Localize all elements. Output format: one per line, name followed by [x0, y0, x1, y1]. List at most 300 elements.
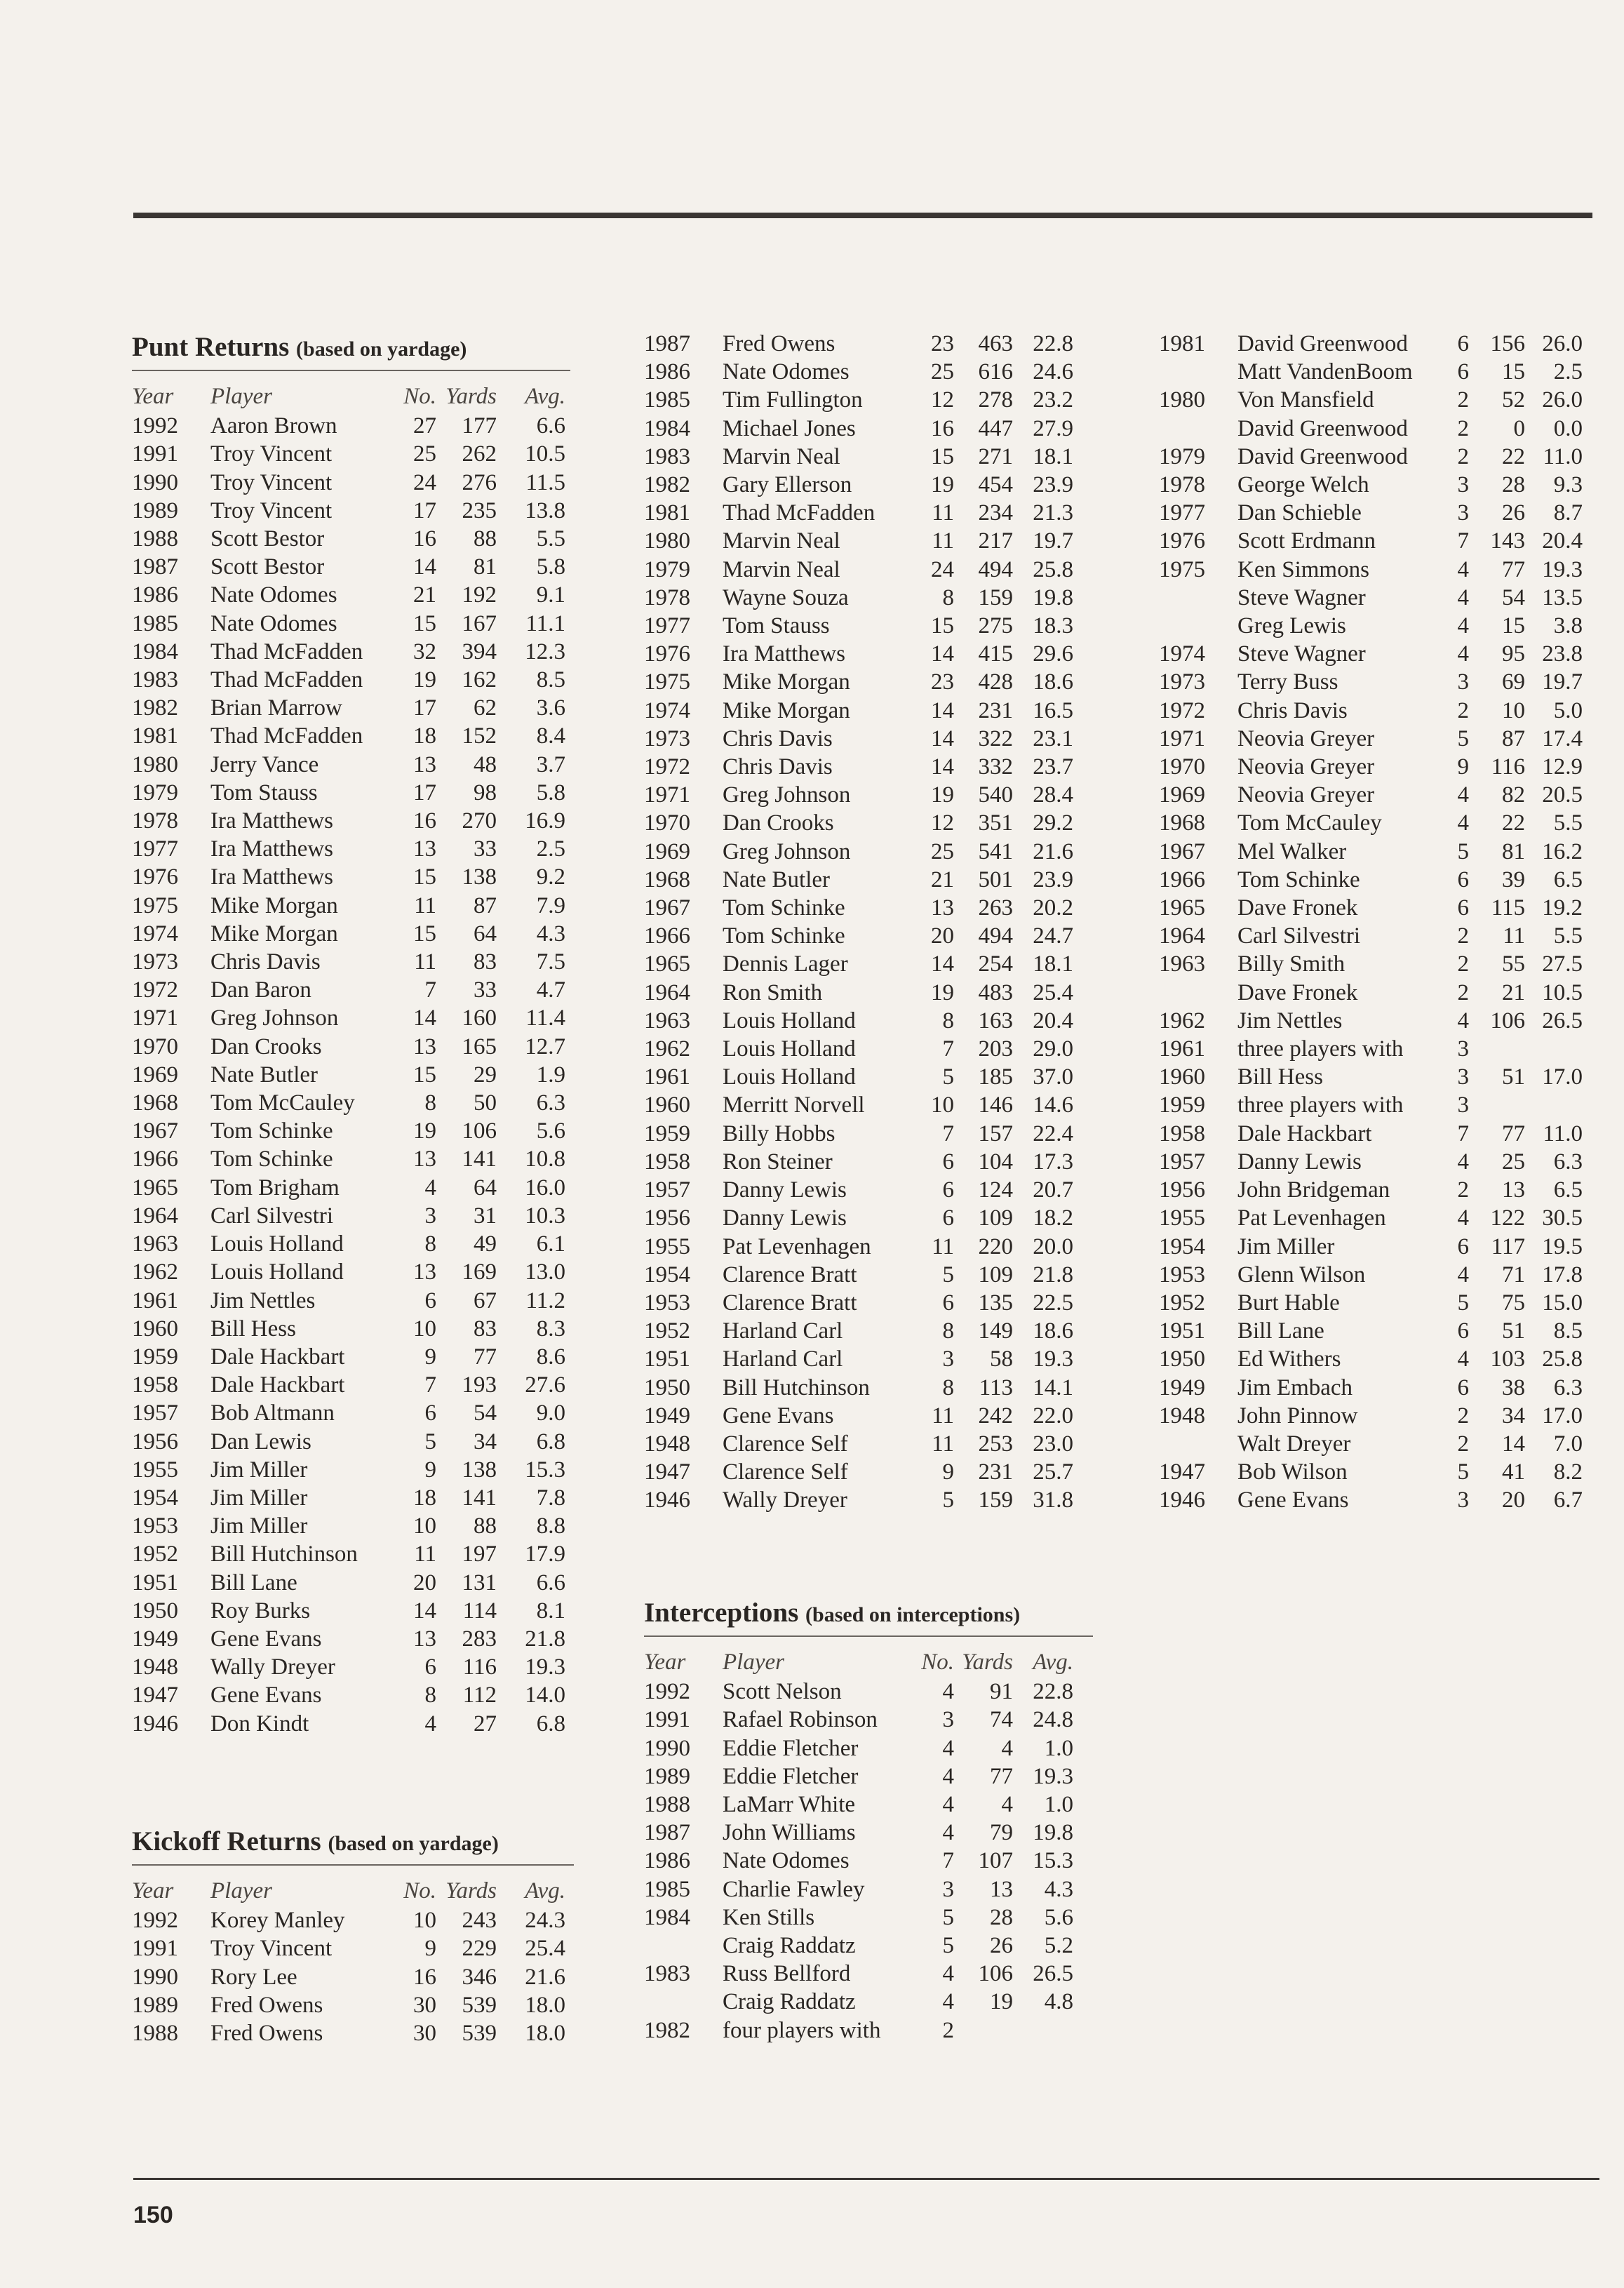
cell-player: Ken Simmons — [1237, 556, 1369, 582]
cell-year: 1976 — [132, 864, 178, 890]
cell-year: 1973 — [132, 949, 178, 975]
table-row — [644, 386, 1073, 414]
cell-player: Tom Stauss — [723, 613, 830, 639]
cell-yards: 21 — [1502, 979, 1525, 1005]
cell-year: 1979 — [1159, 443, 1205, 469]
table-row — [644, 781, 1073, 809]
cell-no: 4 — [942, 1820, 954, 1846]
cell-yards: 50 — [474, 1090, 497, 1116]
cell-year: 1977 — [644, 613, 690, 639]
cell-no: 2 — [1457, 923, 1469, 949]
cell-avg: 6.3 — [536, 1090, 565, 1116]
header-row — [132, 382, 565, 412]
cell-year: 1989 — [644, 1763, 690, 1789]
cell-avg: 23.9 — [1033, 867, 1073, 892]
cell-player: Scott Nelson — [723, 1679, 842, 1705]
table-row — [1159, 866, 1583, 894]
cell-avg: 5.2 — [1044, 1933, 1073, 1959]
cell-avg: 10.8 — [525, 1146, 565, 1172]
table-row — [132, 1117, 565, 1145]
cell-no: 14 — [413, 554, 436, 580]
interceptions-section — [644, 1597, 1093, 2045]
cell-yards: 11 — [1503, 923, 1525, 949]
cell-player: Billy Hobbs — [723, 1120, 836, 1146]
cell-no: 2 — [1457, 697, 1469, 723]
cell-player: Aaron Brown — [210, 413, 337, 439]
cell-no: 11 — [932, 1403, 954, 1429]
cell-year: 1980 — [132, 751, 178, 777]
cell-avg: 31.8 — [1033, 1487, 1073, 1513]
cell-no: 3 — [1457, 1092, 1469, 1118]
cell-avg: 17.4 — [1542, 725, 1583, 751]
column-header-avg: Avg. — [525, 1878, 565, 1904]
cell-yards — [1469, 1035, 1525, 1063]
cell-avg: 25.4 — [525, 1936, 565, 1962]
cell-player: Thad McFadden — [210, 667, 363, 693]
cell-yards: 81 — [1502, 838, 1525, 864]
section-title-text: Kickoff Returns — [132, 1826, 321, 1857]
cell-avg: 5.6 — [536, 1118, 565, 1144]
cell-yards: 117 — [1491, 1233, 1525, 1259]
cell-no: 4 — [1457, 1346, 1469, 1372]
cell-year: 1990 — [644, 1735, 690, 1761]
table-row — [644, 358, 1073, 386]
top-rule — [133, 213, 1592, 218]
cell-yards: 28 — [1502, 472, 1525, 498]
cell-player: Scott Bestor — [210, 526, 325, 552]
table-row — [644, 471, 1073, 499]
table-row — [132, 2019, 565, 2047]
cell-year: 1966 — [132, 1146, 178, 1172]
cell-yards: 116 — [1491, 754, 1525, 780]
table-row — [644, 1176, 1073, 1204]
cell-yards: 114 — [462, 1598, 497, 1624]
cell-player: Dennis Lager — [723, 951, 848, 977]
table-row — [644, 922, 1073, 950]
cell-yards: 254 — [978, 951, 1013, 977]
cell-no: 2 — [1457, 443, 1469, 469]
cell-no: 4 — [1457, 782, 1469, 808]
cell-avg: 18.1 — [1033, 951, 1073, 977]
table-row — [644, 1007, 1073, 1035]
section-rule — [132, 1864, 574, 1866]
cell-no: 16 — [413, 1964, 436, 1990]
cell-year: 1951 — [644, 1346, 690, 1372]
cell-avg: 13.5 — [1542, 584, 1583, 610]
cell-yards: 106 — [978, 1961, 1013, 1987]
cell-year: 1948 — [644, 1431, 690, 1457]
cell-player: Louis Holland — [210, 1231, 344, 1257]
cell-player: John Pinnow — [1237, 1403, 1358, 1429]
table-row — [1159, 1261, 1583, 1289]
cell-yards: 152 — [462, 723, 497, 749]
table-row — [1159, 1063, 1583, 1091]
cell-no: 4 — [424, 1711, 436, 1737]
cell-avg: 37.0 — [1033, 1064, 1073, 1090]
cell-no: 11 — [932, 1233, 954, 1259]
cell-no: 3 — [1457, 669, 1469, 695]
cell-no: 8 — [942, 1318, 954, 1344]
cell-year: 1981 — [132, 723, 178, 749]
cell-avg: 20.4 — [1033, 1008, 1073, 1033]
section-title-text: Punt Returns — [132, 332, 290, 362]
table-row — [132, 1484, 565, 1512]
table-row — [644, 612, 1073, 640]
table-row — [644, 1847, 1073, 1875]
cell-avg: 16.2 — [1542, 838, 1583, 864]
cell-avg: 4.3 — [1044, 1876, 1073, 1902]
cell-no: 6 — [1457, 895, 1469, 921]
cell-no: 16 — [413, 808, 436, 834]
cell-player: Glenn Wilson — [1237, 1262, 1366, 1287]
cell-yards: 109 — [978, 1262, 1013, 1287]
cell-player: Troy Vincent — [210, 1936, 333, 1962]
cell-avg: 8.2 — [1553, 1459, 1583, 1485]
cell-avg: 14.1 — [1033, 1374, 1073, 1400]
cell-player: Dan Crooks — [723, 810, 834, 836]
cell-yards: 271 — [978, 443, 1013, 469]
table-row — [132, 779, 565, 807]
cell-no: 5 — [942, 1487, 954, 1513]
cell-player: Nate Odomes — [210, 610, 337, 636]
cell-avg: 23.0 — [1033, 1431, 1073, 1457]
cell-no: 10 — [413, 1908, 436, 1934]
column-header-year: Year — [644, 1650, 686, 1675]
table-row — [644, 1261, 1073, 1289]
cell-year: 1964 — [644, 979, 690, 1005]
cell-avg: 7.9 — [536, 892, 565, 918]
cell-player: Dale Hackbart — [210, 1372, 345, 1398]
cell-yards: 0 — [1513, 415, 1525, 441]
section-subtitle: (based on yardage) — [328, 1832, 499, 1855]
cell-year: 1975 — [644, 669, 690, 695]
cell-no: 30 — [413, 1992, 436, 2018]
cell-player: Jim Miller — [210, 1457, 308, 1483]
table-row — [644, 330, 1073, 358]
cell-yards: 138 — [462, 864, 497, 890]
cell-player: Carl Silvestri — [1237, 923, 1361, 949]
cell-year: 1971 — [132, 1005, 178, 1031]
cell-yards: 51 — [1502, 1064, 1525, 1090]
cell-year: 1967 — [1159, 838, 1205, 864]
cell-no: 2 — [1457, 1403, 1469, 1429]
cell-player: Nate Odomes — [723, 359, 850, 385]
cell-player: Jim Miller — [210, 1485, 308, 1511]
kickoff-returns-table-continued — [644, 330, 1073, 1515]
cell-yards: 82 — [1502, 782, 1525, 808]
cell-yards: 4 — [1001, 1735, 1013, 1761]
table-row — [644, 1734, 1073, 1762]
cell-no: 8 — [942, 1008, 954, 1033]
cell-player: Neovia Greyer — [1237, 754, 1375, 780]
cell-yards: 157 — [978, 1120, 1013, 1146]
cell-no: 15 — [931, 443, 954, 469]
header-row — [644, 1648, 1073, 1678]
column-header-player: Player — [723, 1650, 784, 1675]
cell-avg: 29.2 — [1033, 810, 1073, 836]
cell-year: 1946 — [644, 1487, 690, 1513]
cell-yards: 81 — [474, 554, 497, 580]
table-row — [644, 725, 1073, 753]
cell-year: 1967 — [132, 1118, 178, 1144]
cell-year: 1960 — [644, 1092, 690, 1118]
cell-year: 1956 — [1159, 1177, 1205, 1203]
table-row — [132, 1428, 565, 1456]
cell-no: 5 — [424, 1429, 436, 1454]
column-header-no: No. — [403, 384, 436, 409]
cell-player: Louis Holland — [723, 1008, 856, 1033]
cell-year — [1159, 612, 1237, 640]
cell-year: 1978 — [644, 584, 690, 610]
table-row — [1159, 471, 1583, 499]
cell-yards: 447 — [978, 415, 1013, 441]
cell-no: 6 — [424, 1287, 436, 1313]
cell-yards: 159 — [978, 584, 1013, 610]
cell-player: Louis Holland — [723, 1064, 856, 1090]
cell-no: 7 — [942, 1036, 954, 1062]
cell-player: Neovia Greyer — [1237, 725, 1375, 751]
cell-avg: 14.6 — [1033, 1092, 1073, 1118]
cell-avg: 20.0 — [1033, 1233, 1073, 1259]
cell-no: 9 — [424, 1457, 436, 1483]
table-row — [644, 1035, 1073, 1063]
cell-year: 1965 — [1159, 895, 1205, 921]
cell-no: 19 — [931, 979, 954, 1005]
cell-year: 1983 — [644, 443, 690, 469]
table-row — [1159, 1233, 1583, 1261]
cell-no: 11 — [932, 500, 954, 526]
kickoff-returns-table — [132, 1877, 565, 2047]
cell-player: Dave Fronek — [1237, 979, 1358, 1005]
table-row — [1159, 781, 1583, 809]
cell-no: 3 — [424, 1203, 436, 1229]
cell-yards: 541 — [978, 838, 1013, 864]
cell-no: 14 — [931, 641, 954, 667]
cell-no: 21 — [413, 582, 436, 608]
cell-year: 1992 — [132, 413, 178, 439]
cell-player: Wally Dreyer — [723, 1487, 847, 1513]
cell-year: 1971 — [644, 782, 690, 808]
cell-yards: 74 — [990, 1707, 1013, 1733]
cell-avg: 6.5 — [1553, 1177, 1583, 1203]
table-row — [1159, 1035, 1583, 1063]
cell-avg: 19.8 — [1033, 1820, 1073, 1846]
table-row — [644, 527, 1073, 555]
cell-avg: 20.2 — [1033, 895, 1073, 921]
cell-no: 20 — [931, 923, 954, 949]
cell-year: 1985 — [644, 387, 690, 413]
cell-player: three players with — [1237, 1092, 1404, 1118]
cell-player: four players with — [723, 2017, 881, 2043]
table-row — [1159, 330, 1583, 358]
cell-no: 8 — [424, 1231, 436, 1257]
cell-player: Clarence Bratt — [723, 1290, 857, 1316]
cell-yards: 263 — [978, 895, 1013, 921]
column-header-yards: Yards — [962, 1650, 1013, 1675]
cell-year: 1969 — [1159, 782, 1205, 808]
cell-no: 3 — [1457, 1036, 1469, 1062]
cell-yards: 616 — [978, 359, 1013, 385]
cell-player: Scott Bestor — [210, 554, 325, 580]
cell-avg: 20.7 — [1033, 1177, 1073, 1203]
cell-year: 1974 — [132, 921, 178, 946]
cell-yards: 107 — [978, 1848, 1013, 1874]
cell-no: 8 — [424, 1682, 436, 1708]
table-row — [132, 1061, 565, 1089]
cell-avg: 25.4 — [1033, 979, 1073, 1005]
cell-avg: 17.8 — [1542, 1262, 1583, 1287]
table-row — [644, 1960, 1073, 1988]
cell-no: 13 — [413, 1259, 436, 1285]
cell-year: 1986 — [132, 582, 178, 608]
table-row — [644, 668, 1073, 696]
cell-player: Michael Jones — [723, 415, 856, 441]
cell-year: 1967 — [644, 895, 690, 921]
cell-player: Nate Odomes — [723, 1848, 850, 1874]
cell-no: 4 — [942, 1792, 954, 1818]
cell-no: 13 — [413, 1626, 436, 1652]
cell-yards: 494 — [978, 556, 1013, 582]
cell-avg: 19.5 — [1542, 1233, 1583, 1259]
cell-no: 8 — [942, 584, 954, 610]
cell-avg: 24.6 — [1033, 359, 1073, 385]
cell-avg: 29.0 — [1033, 1036, 1073, 1062]
table-row — [644, 1819, 1073, 1847]
table-row — [644, 556, 1073, 584]
cell-player: Jim Nettles — [1237, 1008, 1343, 1033]
cell-year: 1946 — [132, 1711, 178, 1737]
table-row — [644, 866, 1073, 894]
cell-year: 1956 — [132, 1429, 178, 1454]
table-row — [644, 584, 1073, 612]
cell-yards: 64 — [474, 921, 497, 946]
cell-no: 14 — [931, 754, 954, 780]
cell-avg: 10.5 — [525, 441, 565, 467]
table-row — [132, 835, 565, 863]
cell-year: 1975 — [1159, 556, 1205, 582]
cell-avg: 30.5 — [1542, 1205, 1583, 1231]
cell-yards: 77 — [1502, 556, 1525, 582]
cell-avg: 18.6 — [1033, 669, 1073, 695]
cell-yards: 106 — [462, 1118, 497, 1144]
cell-avg: 26.5 — [1542, 1008, 1583, 1033]
table-row — [1159, 499, 1583, 527]
cell-no: 6 — [942, 1177, 954, 1203]
table-row — [132, 1710, 565, 1738]
cell-yards: 262 — [462, 441, 497, 467]
table-row — [1159, 1007, 1583, 1035]
cell-year: 1957 — [132, 1400, 178, 1426]
cell-avg: 16.0 — [525, 1175, 565, 1200]
cell-avg: 2.5 — [536, 836, 565, 862]
punt-returns-section — [132, 331, 570, 1738]
table-row — [132, 1963, 565, 1991]
cell-player: Mike Morgan — [210, 921, 338, 946]
cell-year: 1949 — [644, 1403, 690, 1429]
cell-no: 11 — [414, 949, 436, 975]
table-row — [132, 1174, 565, 1202]
cell-player: Craig Raddatz — [723, 1989, 856, 2015]
cell-yards: 34 — [474, 1429, 497, 1454]
cell-no: 4 — [1457, 641, 1469, 667]
cell-year: 1973 — [1159, 669, 1205, 695]
cell-yards: 275 — [978, 613, 1013, 639]
cell-yards: 22 — [1502, 810, 1525, 836]
cell-player: Troy Vincent — [210, 469, 333, 495]
table-row — [132, 1456, 565, 1484]
cell-year: 1985 — [132, 610, 178, 636]
cell-no: 8 — [942, 1374, 954, 1400]
cell-year: 1952 — [132, 1541, 178, 1567]
table-row — [132, 638, 565, 666]
cell-yards: 242 — [978, 1403, 1013, 1429]
cell-year: 1990 — [132, 1964, 178, 1990]
cell-yards: 55 — [1502, 951, 1525, 977]
cell-no: 4 — [1457, 556, 1469, 582]
table-row — [1159, 1458, 1583, 1486]
cell-no: 7 — [942, 1120, 954, 1146]
cell-year: 1987 — [644, 331, 690, 356]
cell-year: 1955 — [1159, 1205, 1205, 1231]
cell-year: 1975 — [132, 892, 178, 918]
cell-player: Jim Nettles — [210, 1287, 316, 1313]
cell-player: Harland Carl — [723, 1346, 843, 1372]
cell-yards: 22 — [1502, 443, 1525, 469]
cell-year: 1957 — [1159, 1149, 1205, 1175]
cell-no: 23 — [931, 669, 954, 695]
cell-player: Neovia Greyer — [1237, 782, 1375, 808]
cell-year: 1988 — [132, 526, 178, 552]
cell-player: Marvin Neal — [723, 528, 840, 554]
cell-no: 14 — [413, 1005, 436, 1031]
cell-year: 1983 — [132, 667, 178, 693]
cell-player: Louis Holland — [210, 1259, 344, 1285]
cell-year: 1947 — [1159, 1459, 1205, 1485]
table-row — [644, 1120, 1073, 1148]
cell-player: Tom Schinke — [210, 1146, 333, 1172]
cell-avg: 14.0 — [525, 1682, 565, 1708]
cell-yards: 539 — [462, 2021, 497, 2047]
cell-year: 1950 — [132, 1598, 178, 1624]
cell-no: 3 — [1457, 472, 1469, 498]
cell-no: 14 — [931, 725, 954, 751]
cell-player: Wally Dreyer — [210, 1654, 335, 1680]
table-row — [132, 1033, 565, 1061]
cell-avg: 5.8 — [536, 780, 565, 805]
cell-no: 6 — [1457, 1233, 1469, 1259]
table-row — [644, 1091, 1073, 1119]
table-row — [132, 666, 565, 694]
cell-no: 4 — [1457, 1149, 1469, 1175]
cell-avg: 6.6 — [536, 413, 565, 439]
cell-yards: 165 — [462, 1033, 497, 1059]
cell-no: 9 — [424, 1936, 436, 1962]
cell-avg: 17.3 — [1033, 1149, 1073, 1175]
cell-avg: 17.0 — [1542, 1403, 1583, 1429]
table-row — [1159, 809, 1583, 837]
cell-player: Jim Embach — [1237, 1374, 1353, 1400]
cell-no: 16 — [931, 415, 954, 441]
table-row — [132, 722, 565, 750]
cell-yards: 29 — [474, 1062, 497, 1088]
cell-yards: 25 — [1502, 1149, 1525, 1175]
cell-yards: 71 — [1502, 1262, 1525, 1287]
cell-no: 2 — [1457, 979, 1469, 1005]
cell-yards: 185 — [978, 1064, 1013, 1090]
cell-avg: 7.0 — [1553, 1431, 1583, 1457]
cell-avg: 25.7 — [1033, 1459, 1073, 1485]
cell-yards: 4 — [1001, 1792, 1013, 1818]
